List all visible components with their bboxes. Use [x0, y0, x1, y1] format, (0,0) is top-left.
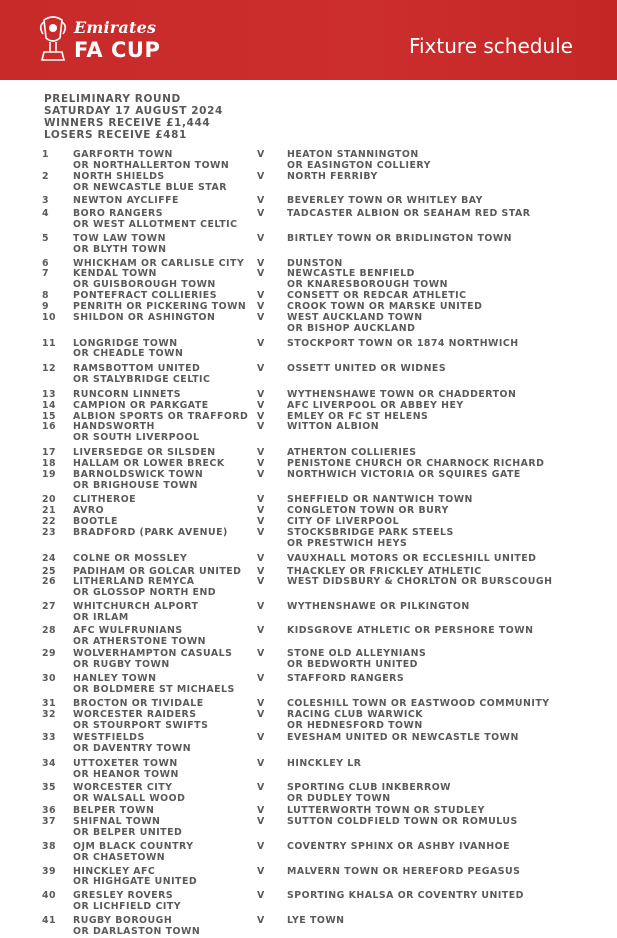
versus-label: V — [257, 840, 265, 852]
round-info — [44, 93, 223, 141]
winners-prize: WINNERS RECEIVE £1,444 — [44, 117, 211, 129]
away-team: COLESHILL TOWN OR EASTWOOD COMMUNITY — [287, 697, 550, 709]
versus-label: V — [257, 447, 265, 459]
fixture-row-continuation — [0, 744, 617, 755]
home-team: COLNE OR MOSSLEY — [73, 552, 188, 564]
fixture-number: 30 — [42, 673, 57, 685]
home-team: OR NEWCASTLE BLUE STAR — [73, 181, 227, 193]
fixture-number: 15 — [42, 410, 57, 422]
fixture-number: 37 — [42, 816, 57, 828]
fixture-row-continuation — [0, 770, 617, 781]
emirates-wordmark: Emirates — [74, 18, 157, 37]
home-team: CLITHEROE — [73, 494, 137, 506]
away-team: OR HEDNESFORD TOWN — [287, 719, 423, 731]
fixture-number: 20 — [42, 494, 57, 506]
home-team: HANDSWORTH — [73, 421, 155, 433]
home-team: OR HIGHGATE UNITED — [73, 876, 198, 888]
fixture-row-continuation — [0, 853, 617, 864]
home-team: BARNOLDSWICK TOWN — [73, 468, 204, 480]
fixture-row-continuation — [0, 794, 617, 805]
versus-label: V — [257, 624, 265, 636]
home-team: NORTH SHIELDS — [73, 170, 165, 182]
home-team: OR BELPER UNITED — [73, 827, 183, 839]
home-team: WORCESTER CITY — [73, 781, 173, 793]
versus-label: V — [257, 457, 265, 469]
round-name: PRELIMINARY ROUND — [44, 93, 181, 105]
away-team: MALVERN TOWN OR HEREFORD PEGASUS — [287, 865, 521, 877]
versus-label: V — [257, 257, 265, 269]
home-team: GARFORTH TOWN — [73, 149, 173, 160]
fixture-number: 3 — [42, 195, 50, 207]
home-team: TOW LAW TOWN — [73, 232, 166, 244]
home-team: SHILDON OR ASHINGTON — [73, 311, 216, 323]
home-team: PONTEFRACT COLLIERIES — [73, 290, 217, 302]
away-team: EMLEY OR FC ST HELENS — [287, 410, 429, 422]
home-team: OR BLYTH TOWN — [73, 243, 167, 255]
home-team: WORCESTER RAIDERS — [73, 708, 197, 720]
away-team: WEST DIDSBURY & CHORLTON OR BURSCOUGH — [287, 576, 553, 588]
home-team: GRESLEY ROVERS — [73, 890, 174, 902]
away-team: HINCKLEY LR — [287, 758, 362, 770]
away-team: OR DUDLEY TOWN — [287, 792, 391, 804]
home-team: BELPER TOWN — [73, 805, 155, 817]
versus-label: V — [257, 149, 265, 160]
header-banner — [0, 0, 617, 80]
versus-label: V — [257, 337, 265, 349]
fixture-row — [0, 470, 617, 481]
versus-label: V — [257, 399, 265, 411]
home-team: UTTOXETER TOWN — [73, 758, 178, 770]
fixture-row-continuation — [0, 183, 617, 194]
away-team: OR EASINGTON COLLIERY — [287, 159, 431, 171]
home-team: CAMPION OR PARKGATE — [73, 399, 209, 411]
fixture-row — [0, 554, 617, 565]
home-team: OR RUGBY TOWN — [73, 659, 170, 671]
fixture-row — [0, 172, 617, 183]
versus-label: V — [257, 781, 265, 793]
fa-cup-wordmark: FA CUP — [74, 38, 161, 62]
home-team: LIVERSEDGE OR SILSDEN — [73, 447, 216, 459]
home-team: OR STALYBRIDGE CELTIC — [73, 374, 211, 386]
versus-label: V — [257, 290, 265, 302]
versus-label: V — [257, 468, 265, 480]
fixture-number: 9 — [42, 300, 50, 312]
away-team: TADCASTER ALBION OR SEAHAM RED STAR — [287, 208, 531, 220]
away-team: KIDSGROVE ATHLETIC OR PERSHORE TOWN — [287, 624, 534, 636]
versus-label: V — [257, 311, 265, 323]
away-team: WYTHENSHAWE TOWN OR CHADDERTON — [287, 388, 517, 400]
fixture-number: 39 — [42, 865, 57, 877]
away-team: STOCKPORT TOWN OR 1874 NORTHWICH — [287, 337, 519, 349]
home-team: OR CHASETOWN — [73, 851, 166, 863]
fixture-number: 14 — [42, 399, 57, 411]
away-team: OR BISHOP AUCKLAND — [287, 322, 416, 334]
away-team: WITTON ALBION — [287, 421, 380, 433]
versus-label: V — [257, 805, 265, 817]
fixture-row — [0, 401, 617, 412]
fixture-row-continuation — [0, 349, 617, 360]
versus-label: V — [257, 890, 265, 902]
home-team: RUGBY BOROUGH — [73, 915, 173, 926]
away-team: RACING CLUB WARWICK — [287, 708, 424, 720]
home-team: OR STOURPORT SWIFTS — [73, 719, 209, 731]
fixture-number: 11 — [42, 337, 57, 349]
round-date: SATURDAY 17 AUGUST 2024 — [44, 105, 223, 117]
away-team: SUTTON COLDFIELD TOWN OR ROMULUS — [287, 816, 518, 828]
fixture-row-continuation — [0, 220, 617, 231]
away-team: THACKLEY OR FRICKLEY ATHLETIC — [287, 565, 482, 577]
fixture-number: 27 — [42, 601, 57, 613]
home-team: BRADFORD (PARK AVENUE) — [73, 527, 228, 538]
fixture-number: 16 — [42, 421, 57, 433]
fixture-number: 5 — [42, 232, 50, 244]
away-team: ATHERTON COLLIERIES — [287, 447, 417, 459]
home-team: WHITCHURCH ALPORT — [73, 601, 199, 613]
versus-label: V — [257, 673, 265, 685]
away-team: SPORTING KHALSA OR COVENTRY UNITED — [287, 890, 524, 902]
away-team: NEWCASTLE BENFIELD — [287, 268, 415, 280]
home-team: OR SOUTH LIVERPOOL — [73, 432, 200, 444]
fixture-row-continuation — [0, 877, 617, 888]
home-team: OR HEANOR TOWN — [73, 768, 179, 780]
fixture-row-continuation — [0, 685, 617, 696]
fixture-number: 41 — [42, 915, 57, 926]
away-team: PENISTONE CHURCH OR CHARNOCK RICHARD — [287, 457, 545, 469]
fixture-number: 31 — [42, 697, 57, 709]
fixture-number: 21 — [42, 505, 57, 517]
away-team: SPORTING CLUB INKBERROW — [287, 781, 452, 793]
away-team: WYTHENSHAWE OR PILKINGTON — [287, 601, 470, 613]
away-team: COVENTRY SPHINX OR ASHBY IVANHOE — [287, 840, 510, 852]
fixture-row-continuation — [0, 588, 617, 599]
versus-label: V — [257, 758, 265, 770]
fixture-number: 10 — [42, 311, 57, 323]
home-team: HALLAM OR LOWER BRECK — [73, 457, 225, 469]
home-team: SHIFNAL TOWN — [73, 816, 161, 828]
versus-label: V — [257, 300, 265, 312]
home-team: OR NORTHALLERTON TOWN — [73, 159, 230, 171]
away-team: WEST AUCKLAND TOWN — [287, 311, 423, 323]
away-team: VAUXHALL MOTORS OR ECCLESHILL UNITED — [287, 552, 537, 564]
home-team: KENDAL TOWN — [73, 268, 157, 280]
versus-label: V — [257, 816, 265, 828]
versus-label: V — [257, 268, 265, 280]
fixture-number: 1 — [42, 149, 50, 160]
home-team: HANLEY TOWN — [73, 673, 157, 685]
versus-label: V — [257, 170, 265, 182]
away-team: EVESHAM UNITED OR NEWCASTLE TOWN — [287, 732, 519, 744]
home-team: ALBION SPORTS OR TRAFFORD — [73, 410, 249, 422]
away-team: BEVERLEY TOWN OR WHITLEY BAY — [287, 195, 483, 207]
fixture-row-continuation — [0, 539, 617, 550]
home-team: LITHERLAND REMYCA — [73, 576, 195, 588]
away-team: HEATON STANNINGTON — [287, 149, 419, 160]
away-team: LUTTERWORTH TOWN OR STUDLEY — [287, 805, 485, 817]
versus-label: V — [257, 732, 265, 744]
fixture-number: 32 — [42, 708, 57, 720]
fixture-number: 2 — [42, 170, 50, 182]
home-team: OR WALSALL WOOD — [73, 792, 186, 804]
away-team: STONE OLD ALLEYNIANS — [287, 648, 427, 660]
home-team: PENRITH OR PICKERING TOWN — [73, 300, 247, 312]
home-team: NEWTON AYCLIFFE — [73, 195, 179, 207]
home-team: OR GLOSSOP NORTH END — [73, 587, 217, 599]
home-team: RAMSBOTTOM UNITED — [73, 363, 201, 375]
home-team: WHICKHAM OR CARLISLE CITY — [73, 257, 245, 269]
versus-label: V — [257, 697, 265, 709]
fixture-number: 23 — [42, 527, 57, 538]
fixture-number: 24 — [42, 552, 57, 564]
away-team: LYE TOWN — [287, 915, 345, 926]
home-team: BROCTON OR TIVIDALE — [73, 697, 204, 709]
home-team: PADIHAM OR GOLCAR UNITED — [73, 565, 242, 577]
home-team: LONGRIDGE TOWN — [73, 337, 178, 349]
home-team: WOLVERHAMPTON CASUALS — [73, 648, 233, 660]
fixture-row-continuation — [0, 637, 617, 648]
home-team: OR DAVENTRY TOWN — [73, 743, 192, 755]
away-team: OR BEDWORTH UNITED — [287, 659, 418, 671]
fixture-number: 26 — [42, 576, 57, 588]
losers-prize: LOSERS RECEIVE £481 — [44, 129, 187, 141]
versus-label: V — [257, 410, 265, 422]
home-team: BORO RANGERS — [73, 208, 163, 220]
away-team: CITY OF LIVERPOOL — [287, 516, 400, 528]
versus-label: V — [257, 576, 265, 588]
versus-label: V — [257, 421, 265, 433]
fixture-number: 40 — [42, 890, 57, 902]
away-team: OSSETT UNITED OR WIDNES — [287, 363, 447, 375]
home-team: AVRO — [73, 505, 105, 517]
away-team: OR KNARESBOROUGH TOWN — [287, 279, 448, 291]
versus-label: V — [257, 708, 265, 720]
home-team: WESTFIELDS — [73, 732, 145, 744]
fixture-row-continuation — [0, 660, 617, 671]
home-team: OR ATHERSTONE TOWN — [73, 635, 207, 647]
fixture-number: 19 — [42, 468, 57, 480]
fixture-number: 18 — [42, 457, 57, 469]
versus-label: V — [257, 648, 265, 660]
versus-label: V — [257, 552, 265, 564]
home-team: OR IRLAM — [73, 611, 129, 623]
away-team: OR PRESTWICH HEYS — [287, 537, 408, 549]
fixture-row — [0, 626, 617, 637]
fixture-row-continuation — [0, 828, 617, 839]
away-team: STAFFORD RANGERS — [287, 673, 405, 685]
fixture-number: 38 — [42, 840, 57, 852]
versus-label: V — [257, 527, 265, 538]
fixture-number: 36 — [42, 805, 57, 817]
home-team: BOOTLE — [73, 516, 118, 528]
fixture-number: 7 — [42, 268, 50, 280]
versus-label: V — [257, 388, 265, 400]
fixture-row-continuation — [0, 433, 617, 444]
fa-cup-trophy-icon — [38, 12, 68, 68]
away-team: CONSETT OR REDCAR ATHLETIC — [287, 290, 467, 302]
page-title: Fixture schedule — [408, 34, 573, 58]
versus-label: V — [257, 516, 265, 528]
fixture-number: 29 — [42, 648, 57, 660]
fixture-row-continuation — [0, 721, 617, 732]
home-team: HINCKLEY AFC — [73, 865, 156, 877]
fixture-number: 34 — [42, 758, 57, 770]
versus-label: V — [257, 565, 265, 577]
home-team: OR CHEADLE TOWN — [73, 348, 184, 360]
away-team: BIRTLEY TOWN OR BRIDLINGTON TOWN — [287, 232, 513, 244]
versus-label: V — [257, 865, 265, 877]
away-team: DUNSTON — [287, 257, 343, 269]
fixture-row-continuation — [0, 927, 617, 938]
fixture-number: 25 — [42, 565, 57, 577]
fixture-row-continuation — [0, 375, 617, 386]
fixture-number: 13 — [42, 388, 57, 400]
fixture-number: 8 — [42, 290, 50, 302]
versus-label: V — [257, 232, 265, 244]
versus-label: V — [257, 195, 265, 207]
fixture-row-continuation — [0, 902, 617, 913]
home-team: OJM BLACK COUNTRY — [73, 840, 194, 852]
away-team: NORTH FERRIBY — [287, 170, 378, 182]
fixture-number: 28 — [42, 624, 57, 636]
away-team: CROOK TOWN OR MARSKE UNITED — [287, 300, 483, 312]
away-team: NORTHWICH VICTORIA OR SQUIRES GATE — [287, 468, 521, 480]
fixture-list — [0, 150, 617, 938]
away-team: STOCKSBRIDGE PARK STEELS — [287, 527, 454, 538]
away-team: SHEFFIELD OR NANTWICH TOWN — [287, 494, 473, 506]
away-team: AFC LIVERPOOL OR ABBEY HEY — [287, 399, 464, 411]
home-team: OR BRIGHOUSE TOWN — [73, 479, 198, 491]
versus-label: V — [257, 505, 265, 517]
fixture-number: 4 — [42, 208, 50, 220]
fixture-row — [0, 783, 617, 794]
home-team: OR GUISBOROUGH TOWN — [73, 279, 216, 291]
fixture-number: 6 — [42, 257, 50, 269]
home-team: OR WEST ALLOTMENT CELTIC — [73, 219, 238, 231]
fixture-number: 17 — [42, 447, 57, 459]
fixture-number: 35 — [42, 781, 57, 793]
home-team: OR LICHFIELD CITY — [73, 901, 182, 913]
fixture-row — [0, 710, 617, 721]
fixture-row-continuation — [0, 324, 617, 335]
home-team: OR DARLASTON TOWN — [73, 925, 201, 937]
fixture-row-continuation — [0, 613, 617, 624]
fixture-number: 22 — [42, 516, 57, 528]
fixture-row-continuation — [0, 245, 617, 256]
home-team: OR BOLDMERE ST MICHAELS — [73, 683, 235, 695]
versus-label: V — [257, 601, 265, 613]
fixture-row — [0, 196, 617, 207]
home-team: AFC WULFRUNIANS — [73, 624, 183, 636]
versus-label: V — [257, 363, 265, 375]
versus-label: V — [257, 208, 265, 220]
versus-label: V — [257, 494, 265, 506]
fixture-number: 33 — [42, 732, 57, 744]
fixture-number: 12 — [42, 363, 57, 375]
home-team: RUNCORN LINNETS — [73, 388, 182, 400]
away-team: CONGLETON TOWN OR BURY — [287, 505, 449, 517]
fixture-row-continuation — [0, 481, 617, 492]
versus-label: V — [257, 915, 265, 926]
